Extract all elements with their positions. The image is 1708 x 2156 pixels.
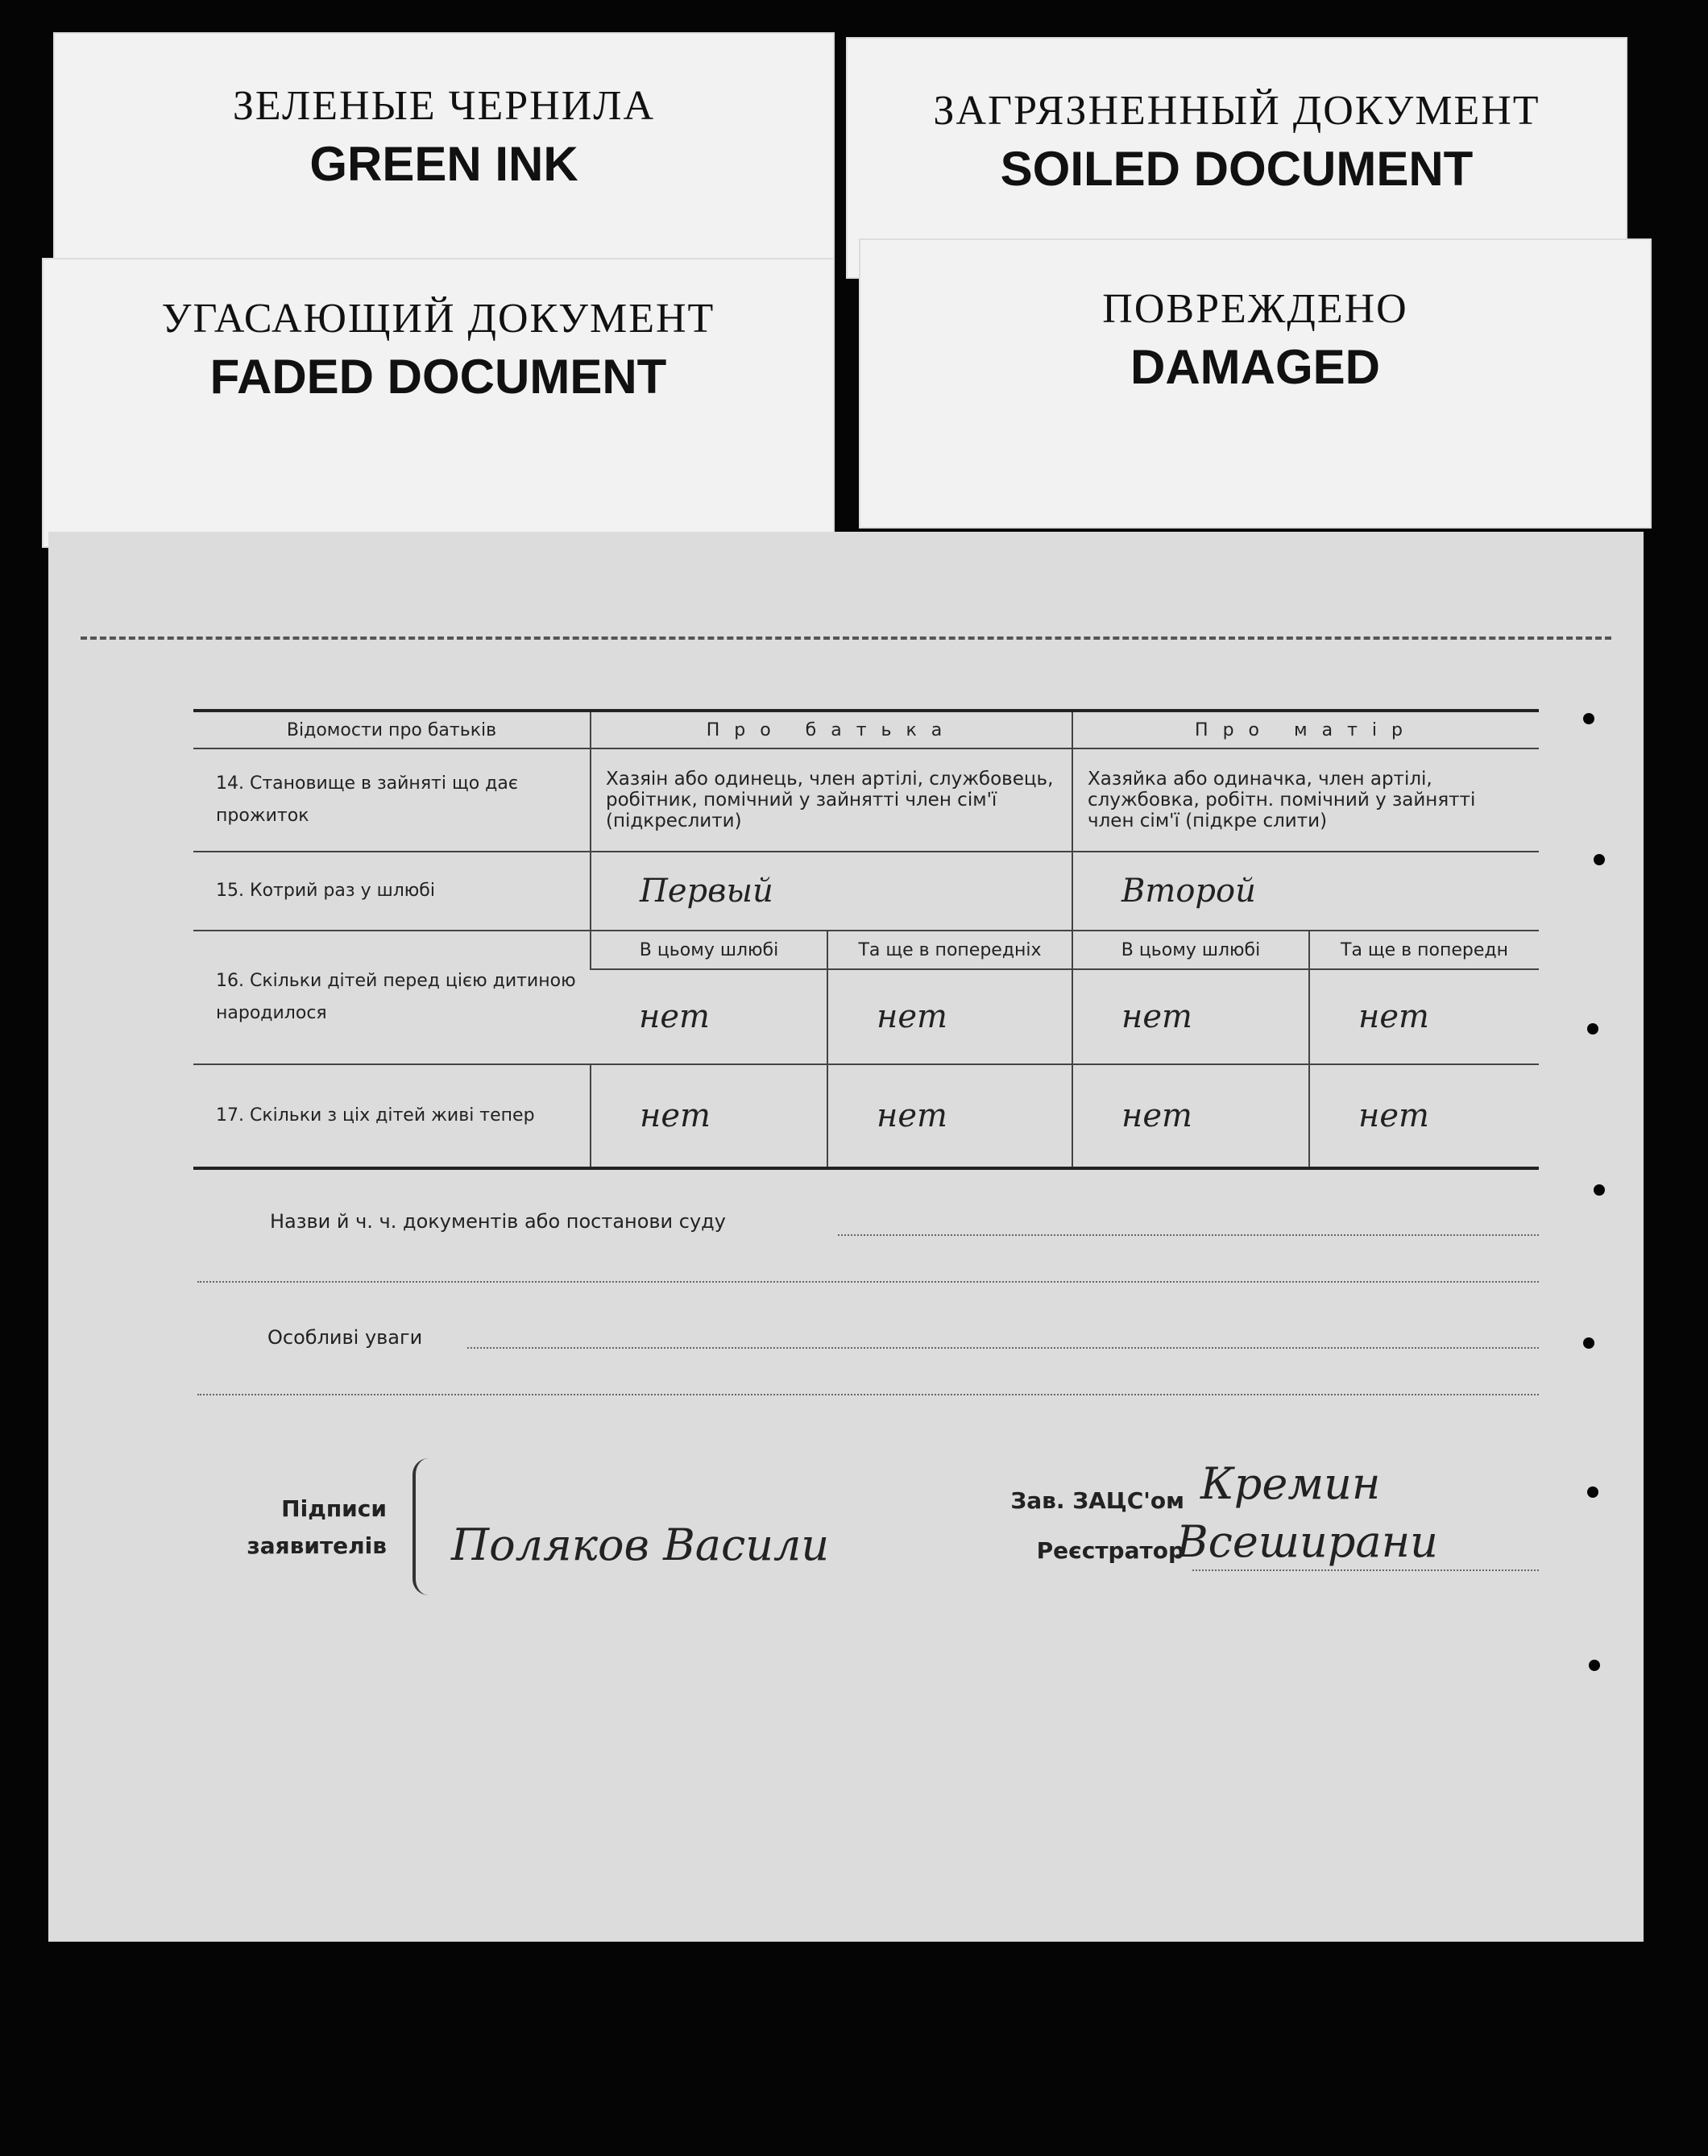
parents-table xyxy=(193,709,1539,1170)
head-label: Зав. ЗАЦС'ом xyxy=(1010,1487,1184,1514)
card-title-en: DAMAGED xyxy=(1130,340,1380,394)
applicants-label-line1: Підписи xyxy=(281,1495,387,1522)
card-title-ru: ЗЕЛЕНЫЕ ЧЕРНИЛА xyxy=(232,83,656,129)
card-title-ru: ЗАГРЯЗНЕННЫЙ ДОКУМЕНТ xyxy=(933,88,1540,134)
notes-line-2 xyxy=(197,1394,1539,1395)
q16-label: 16. Скільки дітей перед цією дитиною народилося xyxy=(193,931,591,1064)
binding-hole xyxy=(1594,854,1605,865)
q15-mother-value: Второй xyxy=(1072,852,1539,931)
subheader-this-marriage-mother: В цьому шлюбі xyxy=(1072,931,1309,969)
q17-value: нет xyxy=(1072,1064,1309,1168)
notes-line xyxy=(467,1347,1539,1349)
binding-hole xyxy=(1589,1660,1600,1671)
binding-hole xyxy=(1583,1337,1594,1349)
q16-value: нет xyxy=(1072,969,1309,1064)
binding-hole xyxy=(1587,1023,1598,1034)
perforation-line xyxy=(81,636,1611,640)
documents-line xyxy=(838,1234,1539,1236)
signature-brace xyxy=(412,1458,432,1595)
card-title-ru: ПОВРЕЖДЕНО xyxy=(1102,286,1408,332)
binding-hole xyxy=(1583,713,1594,724)
registration-form-sheet xyxy=(48,532,1644,1942)
head-signature: Кремин xyxy=(1200,1458,1381,1509)
applicants-label xyxy=(242,1491,387,1565)
subheader-previous: Та ще в попередніх xyxy=(827,931,1072,969)
header-parents-info: Відомости про батьків xyxy=(193,711,591,748)
applicants-label-line2: заявителів xyxy=(247,1532,387,1559)
registrar-signature: Всеширани xyxy=(1176,1516,1438,1567)
label-card-damaged xyxy=(859,238,1652,529)
subheader-this-marriage: В цьому шлюбі xyxy=(591,931,827,969)
documents-line-2 xyxy=(197,1281,1539,1283)
subheader-previous-mother: Та ще в попередн xyxy=(1309,931,1539,969)
binding-hole xyxy=(1594,1184,1605,1196)
q17-value: нет xyxy=(591,1064,827,1168)
card-title-en: SOILED DOCUMENT xyxy=(1000,142,1474,196)
q14-father-options: Хазяін або одинець, член артілі, службовець, робітник, помічний у зайнятті член сім'ї (підкреслити) xyxy=(591,748,1072,852)
q17-value: нет xyxy=(1309,1064,1539,1168)
label-card-faded xyxy=(42,258,835,548)
q14-mother-options: Хазяйка або одиначка, член артілі, службовка, робітн. помічний у зайнятті член сім'ї (підкре слити) xyxy=(1072,748,1539,852)
label-card-green-ink xyxy=(53,32,835,266)
header-about-mother: Про матір xyxy=(1072,711,1539,748)
header-about-father: Про батька xyxy=(591,711,1072,748)
q16-value: нет xyxy=(591,969,827,1064)
q16-value: нет xyxy=(827,969,1072,1064)
registrar-line xyxy=(1192,1569,1539,1571)
notes-label: Особливі уваги xyxy=(267,1326,423,1349)
q16-value: нет xyxy=(1309,969,1539,1064)
applicant-signature: Поляков Васили xyxy=(451,1520,830,1570)
q17-label: 17. Скільки з ціх дітей живі тепер xyxy=(193,1064,591,1168)
documents-label: Назви й ч. ч. документів або постанови суду xyxy=(270,1210,726,1233)
q14-label: 14. Становище в зайняті що дає прожиток xyxy=(193,748,591,852)
q15-father-value: Первый xyxy=(591,852,1072,931)
binding-hole xyxy=(1587,1486,1598,1498)
card-title-ru: УГАСАЮЩИЙ ДОКУМЕНТ xyxy=(161,296,715,342)
card-title-en: FADED DOCUMENT xyxy=(209,350,667,404)
q15-label: 15. Котрий раз у шлюбі xyxy=(193,852,591,931)
registrar-label: Реєстратор xyxy=(1036,1537,1184,1564)
card-title-en: GREEN INK xyxy=(309,137,578,191)
q17-value: нет xyxy=(827,1064,1072,1168)
